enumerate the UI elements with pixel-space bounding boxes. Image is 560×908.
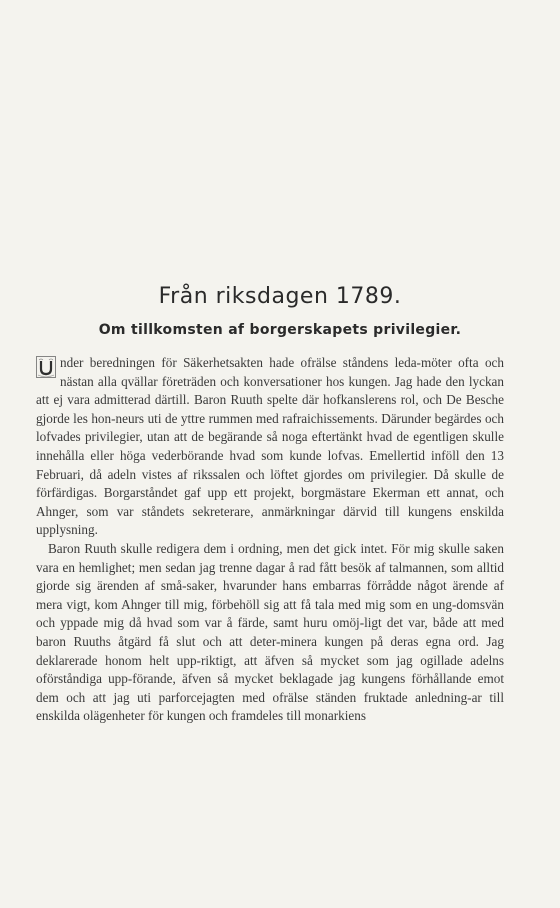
paragraph-1	[36, 354, 504, 540]
ornamental-initial-icon	[36, 356, 56, 378]
decorative-initial-u	[36, 356, 56, 378]
chapter-title: Från riksdagen 1789.	[158, 284, 402, 309]
paragraph-2: Baron Ruuth skulle redigera dem i ordning, men det gick intet. För mig skulle saken vara en hemlighet; men sedan jag trenne dagar å rad fått besök af talmannen, som alltid gjorde sig ärenden af små-saker, hvarunder hans embarras förrådde något ärende af mera vigt, kom Ahnger till mig, förbehöll sig att få tala med mig som en ung-domsvän och yppade mig då hvad som var å färde, samt huru omöj-ligt det var, både att med baron Ruuths åtgärd få slut och att deter-minera kungen på deras egna ord. Jag deklarerade honom helt upp-riktigt, att äfven så mycket som jag ogillade adelns oförståndiga upp-förande, äfven så mycket beklagade jag kungens förhållande emot dem och att jag uti parforcejagten med ofrälse ständen fruktade anledning-ar till enskilda olägenheter för kungen och framdeles till monarkiens	[36, 540, 504, 724]
body-text	[36, 354, 504, 726]
paragraph-1-text: nder beredningen för Säkerhetsakten hade ofrälse ståndens leda-möter ofta och nästan alla qvällar företräden och konversationer hos kungen. Jag hade den lyckan att ej vara admitterad därtill. Baron Ruuth spelte där hofkanslerens rol, och De Besche gjorde les hon-neurs uti de yttre rummen med rafraichissements. Därunder begärdes och lofvades privilegier, utan att de begärande så noga eftertänkt hvad de egentligen skulle innehålla eller höga vederbörande hvad som kunde lofvas. Emellertid inföll den 13 Februari, då adeln vistes af rikssalen och löftet gjordes om privilegier. Då skulle de förfärdigas. Borgarståndet gaf upp ett projekt, borgmästare Ekerman ett annat, och Ahnger, som var ståndets sekreterare, anmärkningar därvid till kungens enskilda upplysning.	[36, 355, 504, 538]
chapter-subtitle: Om tillkomsten af borgerskapets privilegier.	[98, 322, 462, 338]
